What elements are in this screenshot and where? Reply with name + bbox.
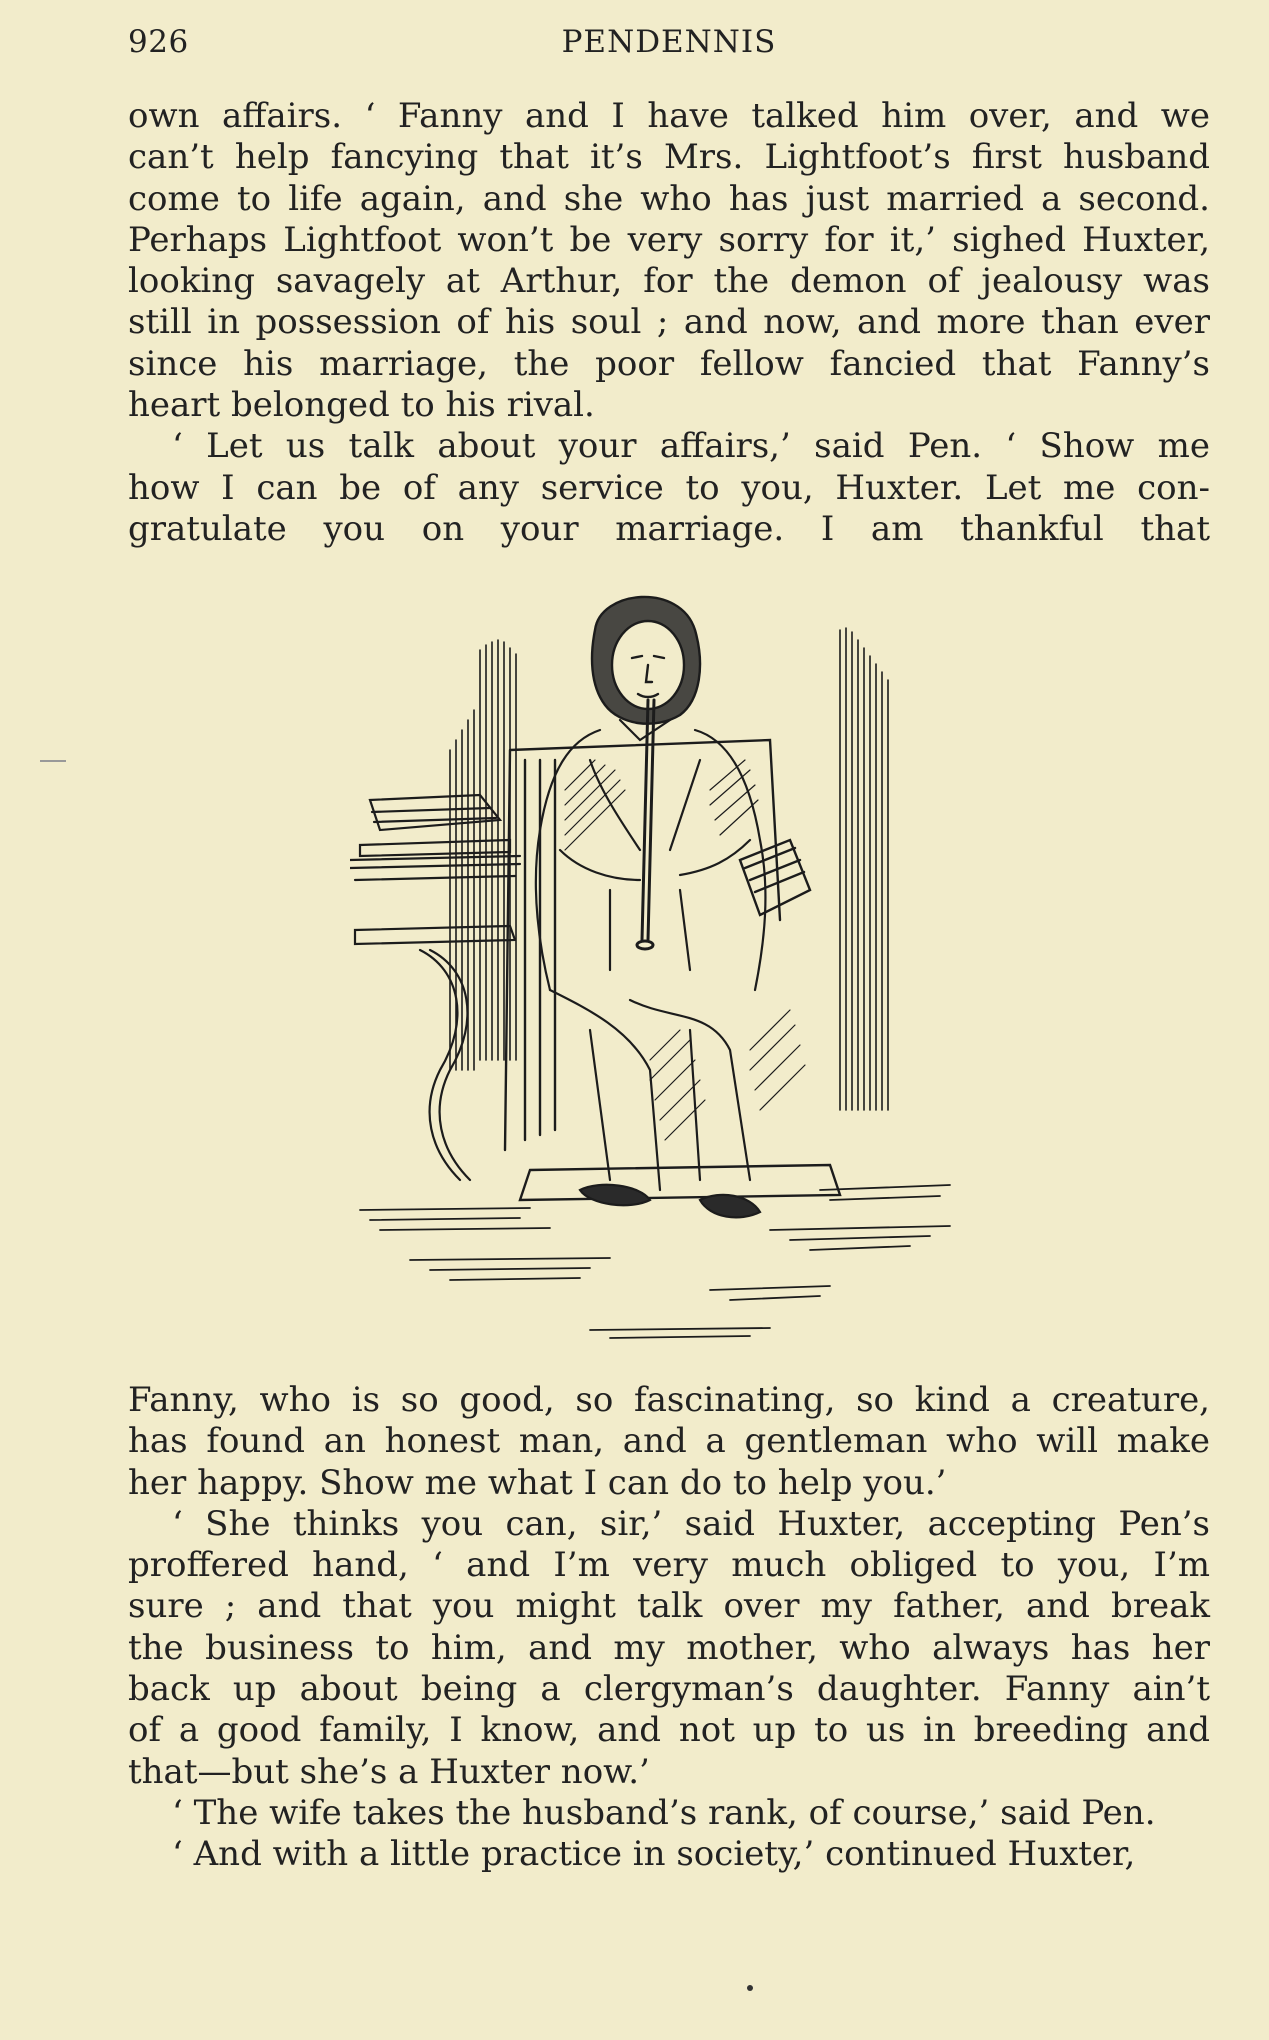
text-line: since his marriage, the poor fellow fancied that Fanny’s xyxy=(128,343,1210,384)
text-line: how I can be of any service to you, Huxter. Let me con- xyxy=(128,467,1210,508)
text-line: own affairs. ‘ Fanny and I have talked him over, and we xyxy=(128,96,1210,136)
floor-lines xyxy=(360,1185,950,1338)
chair xyxy=(505,740,840,1200)
text-line: gratulate you on your marriage. I am thankful that xyxy=(128,508,1210,549)
figure-head xyxy=(592,597,700,724)
text-line: looking savagely at Arthur, for the demon of jealousy was xyxy=(128,261,1210,302)
engraving xyxy=(350,590,1010,1350)
text-block-top xyxy=(128,96,1210,550)
text-line: the business to him, and my mother, who always has her xyxy=(128,1627,1210,1668)
figure-legs xyxy=(550,990,760,1217)
text-line: of a good family, I know, and not up to us in breeding and xyxy=(128,1710,1210,1751)
text-line: Perhaps Lightfoot won’t be very sorry for it,’ sighed Huxter, xyxy=(128,219,1210,260)
text-line: back up about being a clergyman’s daughter. Fanny ain’t xyxy=(128,1669,1210,1710)
text-line: proffered hand, ‘ and I’m very much obliged to you, I’m xyxy=(128,1545,1210,1586)
text-line: Fanny, who is so good, so fascinating, so kind a creature, xyxy=(128,1380,1210,1420)
margin-mark xyxy=(40,760,66,762)
text-line: has found an honest man, and a gentleman who will make xyxy=(128,1421,1210,1462)
folio-dot xyxy=(747,1985,753,1991)
running-head xyxy=(128,24,1210,66)
text-line: still in possession of his soul ; and now, and more than ever xyxy=(128,302,1210,343)
text-line: can’t help fancying that it’s Mrs. Lightfoot’s first husband xyxy=(128,137,1210,178)
running-title: PENDENNIS xyxy=(561,24,777,60)
text-block-bottom xyxy=(128,1380,1210,1876)
text-line: that—but she’s a Huxter now.’ xyxy=(128,1751,650,1792)
side-table xyxy=(350,795,520,1180)
page-number: 926 xyxy=(128,24,189,60)
text-line: ‘ She thinks you can, sir,’ said Huxter, accepting Pen’s xyxy=(172,1503,1210,1544)
text-line: sure ; and that you might talk over my father, and break xyxy=(128,1586,1210,1627)
text-line: ‘ And with a little practice in society,’ continued Huxter, xyxy=(172,1834,1136,1875)
text-line: ‘ The wife takes the husband’s rank, of course,’ said Pen. xyxy=(172,1792,1156,1833)
shading xyxy=(565,760,805,1140)
illustration-man-seated-with-pipe xyxy=(350,590,1010,1350)
text-line: ‘ Let us talk about your affairs,’ said Pen. ‘ Show me xyxy=(172,426,1210,467)
text-line: come to life again, and she who has just married a second. xyxy=(128,178,1210,219)
text-line: her happy. Show me what I can do to help you.’ xyxy=(128,1462,947,1503)
text-line: heart belonged to his rival. xyxy=(128,385,595,426)
